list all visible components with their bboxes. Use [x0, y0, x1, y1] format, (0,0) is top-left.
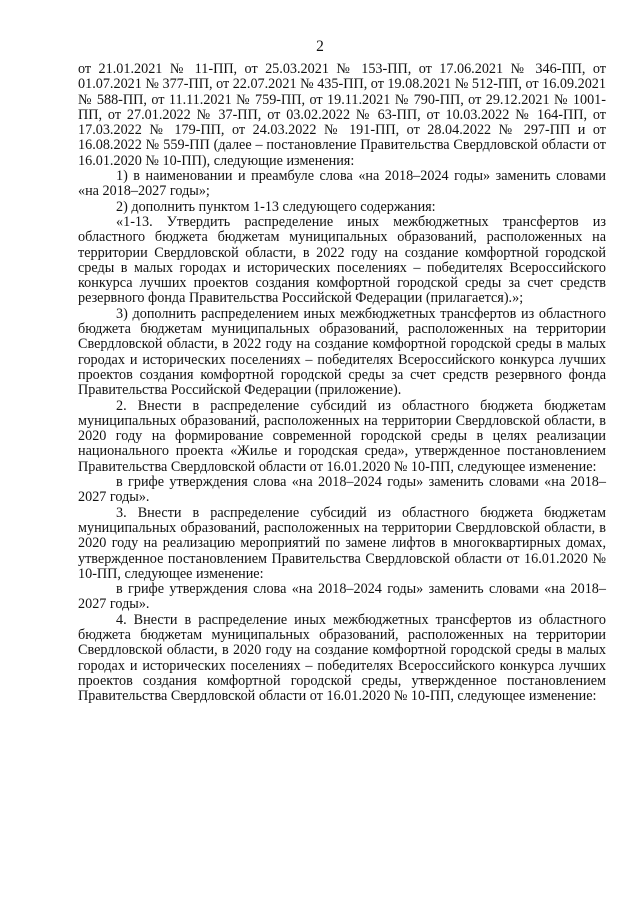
paragraph-section-4: 4. Внести в распределение иных межбюджетных трансфертов из областного бюджета бюджетам муниципальных образований, расположенных на территории Свердловской области, в 2020 году на создание комфортной городской среды в малых городах и исторических поселениях – победителях Всероссийского конкурса лучших проектов создания комфортной городской среды, утвержденное постановлением Правительства Свердловской области от 16.01.2020 № 10-ПП, следующее изменение:	[78, 611, 606, 705]
paragraph-item-2: 2) дополнить пунктом 1-13 следующего содержания:	[116, 198, 436, 215]
page-number: 2	[316, 38, 324, 55]
paragraph-amendment-list: от 21.01.2021 № 11-ПП, от 25.03.2021 № 153-ПП, от 17.06.2021 № 346-ПП, от 01.07.2021 № 377-ПП, от 22.07.2021 № 435-ПП, от 19.08.2021 № 512-ПП, от 16.09.2021 № 588-ПП, от 11.11.2021 № 759-ПП, от 19.11.2021 № 790-ПП, от 29.12.2021 № 1001-ПП, от 27.01.2022 № 37-ПП, от 03.02.2022 № 63-ПП, от 10.03.2022 № 164-ПП, от 17.03.2022 № 179-ПП, от 24.03.2022 № 191-ПП, от 28.04.2022 № 297-ПП и от 16.08.2022 № 559-ПП (далее – постановление Правительства Свердловской области от 16.01.2020 № 10-ПП), следующие изменения:	[78, 61, 606, 169]
paragraph-section-2-change: в грифе утверждения слова «на 2018–2024 годы» заменить словами «на 2018–2027 годы».	[78, 474, 606, 506]
paragraph-section-3-change: в грифе утверждения слова «на 2018–2024 годы» заменить словами «на 2018–2027 годы».	[78, 581, 606, 613]
paragraph-section-2: 2. Внести в распределение субсидий из областного бюджета бюджетам муниципальных образований, расположенных на территории Свердловской области, в 2020 году на формирование современной городской среды в целях реализации национального проекта «Жилье и городская среда», утвержденное постановлением Правительства Свердловской области от 16.01.2020 № 10-ПП, следующее изменение:	[78, 397, 606, 475]
paragraph-item-1: 1) в наименовании и преамбуле слова «на 2018–2024 годы» заменить словами «на 2018–2027 годы»;	[78, 168, 606, 200]
paragraph-section-3: 3. Внести в распределение субсидий из областного бюджета бюджетам муниципальных образований, расположенных на территории Свердловской области, в 2020 году на реализацию мероприятий по замене лифтов в многоквартирных домах, утвержденное постановлением Правительства Свердловской области от 16.01.2020 № 10-ПП, следующее изменение:	[78, 504, 606, 582]
paragraph-item-3: 3) дополнить распределением иных межбюджетных трансфертов из областного бюджета бюджетам муниципальных образований, расположенных на территории Свердловской области, в 2022 году на создание комфортной городской среды в малых городах и исторических поселениях – победителях Всероссийского конкурса лучших проектов создания комфортной городской среды за счет средств резервного фонда Правительства Российской Федерации (приложение).	[78, 305, 606, 399]
document-body	[78, 62, 606, 704]
paragraph-clause-1-13: «1-13. Утвердить распределение иных межбюджетных трансфертов из областного бюджета бюджетам муниципальных образований, расположенных на территории Свердловской области, в 2022 году на создание комфортной городской среды в малых городах и исторических поселениях – победителях Всероссийского конкурса лучших проектов создания комфортной городской среды за счет средств резервного фонда Правительства Российской Федерации (прилагается).»;	[78, 213, 606, 307]
